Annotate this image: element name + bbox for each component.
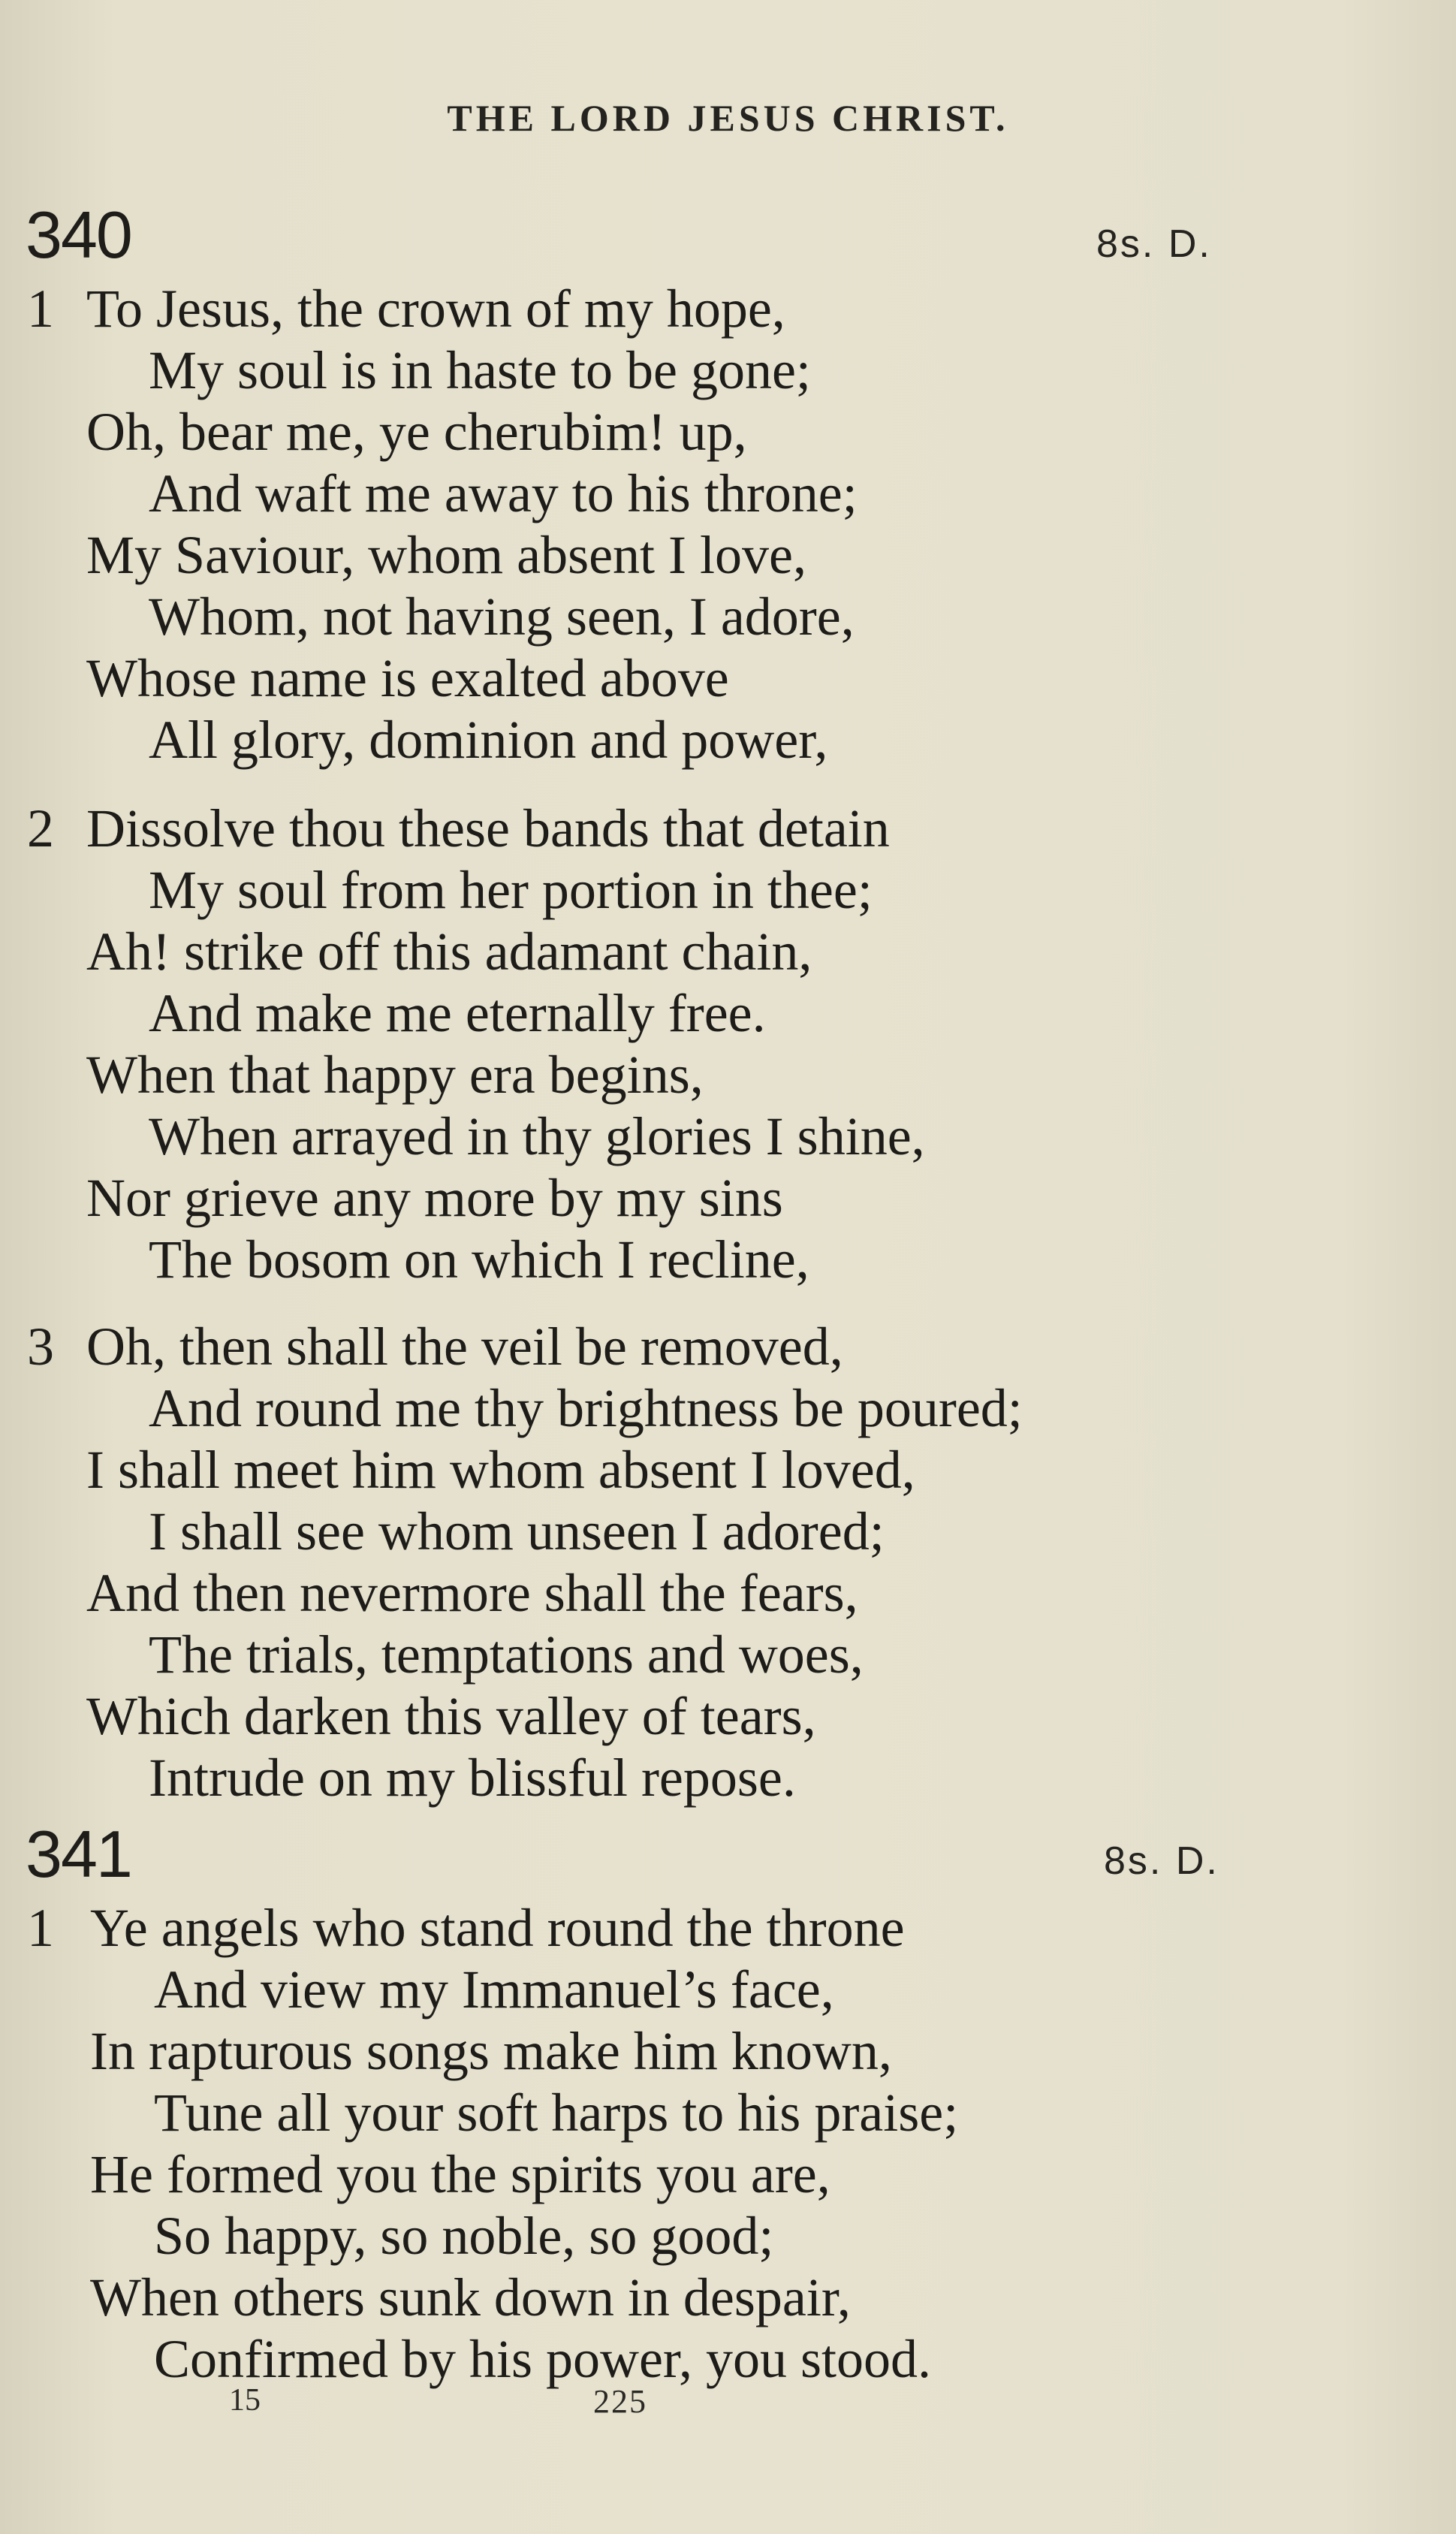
hymn-line: Ah! strike off this adamant chain, [86, 922, 812, 982]
hymn-line: In rapturous songs make him known, [90, 2021, 892, 2081]
hymn-line: Which darken this valley of tears, [86, 1686, 816, 1746]
hymn-line: Intrude on my blissful repose. [149, 1748, 796, 1808]
hymn-line: Nor grieve any more by my sins [86, 1168, 783, 1228]
hymn-line: All glory, dominion and power, [149, 710, 828, 770]
hymn-line: To Jesus, the crown of my hope, [86, 279, 785, 339]
hymn-line: Ye angels who stand round the throne [90, 1898, 905, 1958]
hymn-line: And make me eternally free. [149, 983, 766, 1043]
hymn-line: And view my Immanuel’s face, [154, 1959, 834, 2020]
hymn-line: My soul from her portion in thee; [149, 860, 873, 920]
verse-number: 3 [27, 1317, 54, 1377]
hymn-line: When arrayed in thy glories I shine, [149, 1106, 925, 1166]
hymn-line: The trials, temptations and woes, [149, 1624, 864, 1685]
verse-number: 1 [27, 1898, 54, 1958]
page-number: 225 [593, 2383, 647, 2420]
hymn-line: Whose name is exalted above [86, 648, 729, 708]
hymn-line: My soul is in haste to be gone; [149, 340, 811, 400]
hymn-line: I shall see whom unseen I adored; [149, 1501, 885, 1561]
hymn-line: When others sunk down in despair, [90, 2267, 851, 2327]
hymn-number: 341 [26, 1817, 131, 1891]
verse-number: 2 [27, 798, 54, 858]
hymn-line: So happy, so noble, so good; [154, 2206, 774, 2266]
hymn-line: Confirmed by his power, you stood. [154, 2329, 932, 2389]
hymn-line: When that happy era begins, [86, 1045, 704, 1105]
signature-mark: 15 [229, 2383, 261, 2418]
hymn-line: And then nevermore shall the fears, [86, 1563, 858, 1623]
hymn-line: My Saviour, whom absent I love, [86, 525, 806, 585]
hymn-line: The bosom on which I recline, [149, 1229, 809, 1290]
hymn-line: He formed you the spirits you are, [90, 2144, 830, 2204]
running-head: THE LORD JESUS CHRIST. [447, 97, 1009, 139]
hymn-line: Tune all your soft harps to his praise; [154, 2083, 959, 2143]
hymn-number: 340 [26, 198, 131, 272]
hymn-meter: 8s. D. [1104, 1839, 1219, 1883]
hymn-line: Whom, not having seen, I adore, [149, 587, 855, 647]
hymn-meter: 8s. D. [1096, 222, 1212, 266]
hymn-line: I shall meet him whom absent I loved, [86, 1440, 915, 1500]
hymn-line: Dissolve thou these bands that detain [86, 798, 890, 858]
hymn-line: Oh, bear me, ye cherubim! up, [86, 402, 747, 462]
hymn-line: And round me thy brightness be poured; [149, 1378, 1023, 1438]
hymn-line: Oh, then shall the veil be removed, [86, 1317, 843, 1377]
hymn-line: And waft me away to his throne; [149, 463, 858, 523]
verse-number: 1 [27, 279, 54, 339]
